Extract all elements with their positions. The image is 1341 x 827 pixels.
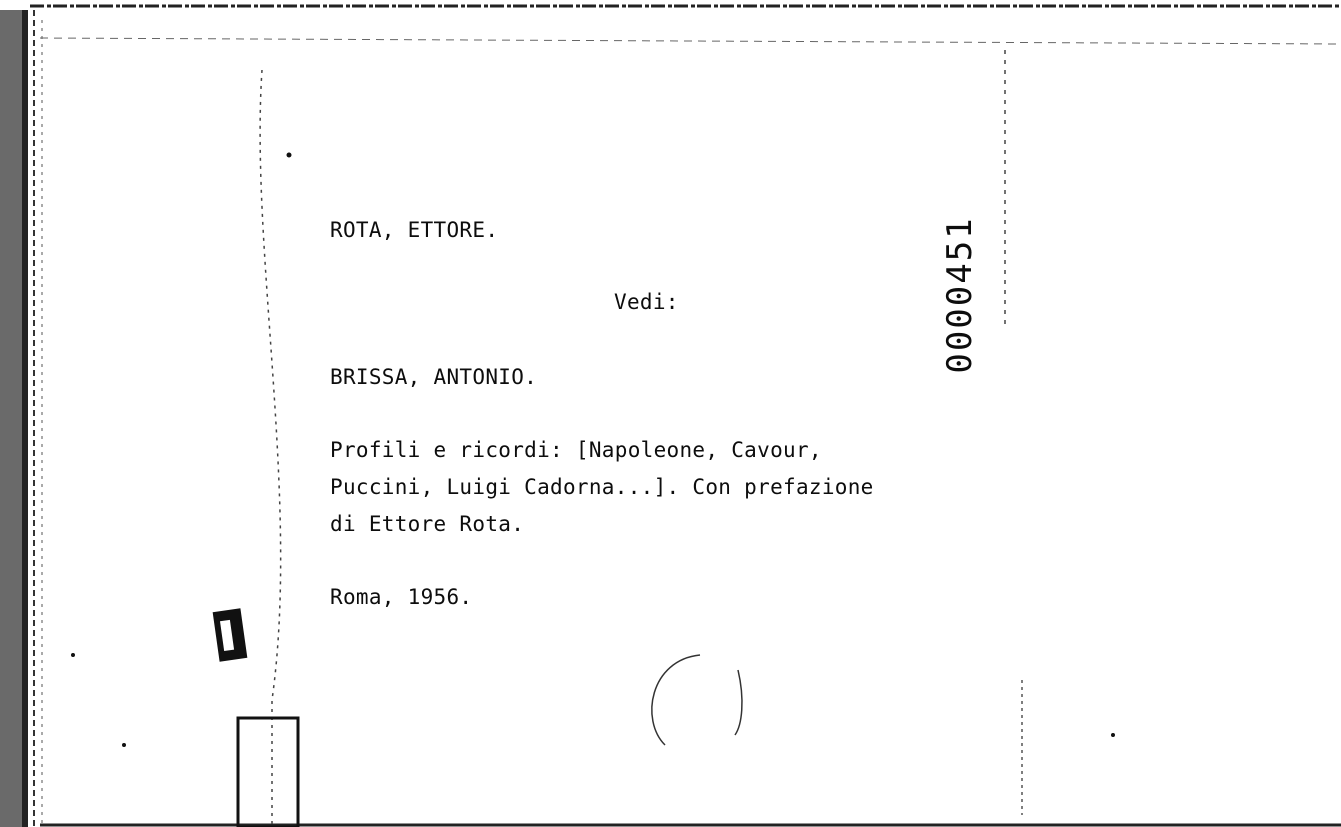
- description-line: Puccini, Luigi Cadorna...]. Con prefazione: [330, 475, 874, 499]
- see-reference-label: Vedi:: [614, 290, 679, 314]
- card-clip-mark: [213, 608, 248, 661]
- catalog-number: 0000451: [940, 216, 980, 374]
- imprint-line: Roma, 1956.: [330, 585, 473, 609]
- description-line: di Ettore Rota.: [330, 512, 525, 536]
- catalog-number-stamp: [935, 215, 985, 375]
- card-heading: ROTA, ETTORE.: [330, 218, 499, 242]
- description-line: Profili e ricordi: [Napoleone, Cavour,: [330, 438, 822, 462]
- card-holder-slot: [238, 718, 298, 827]
- circle-mark: [652, 655, 742, 745]
- left-edge-strip: [0, 0, 22, 827]
- author-name: BRISSA, ANTONIO.: [330, 365, 538, 389]
